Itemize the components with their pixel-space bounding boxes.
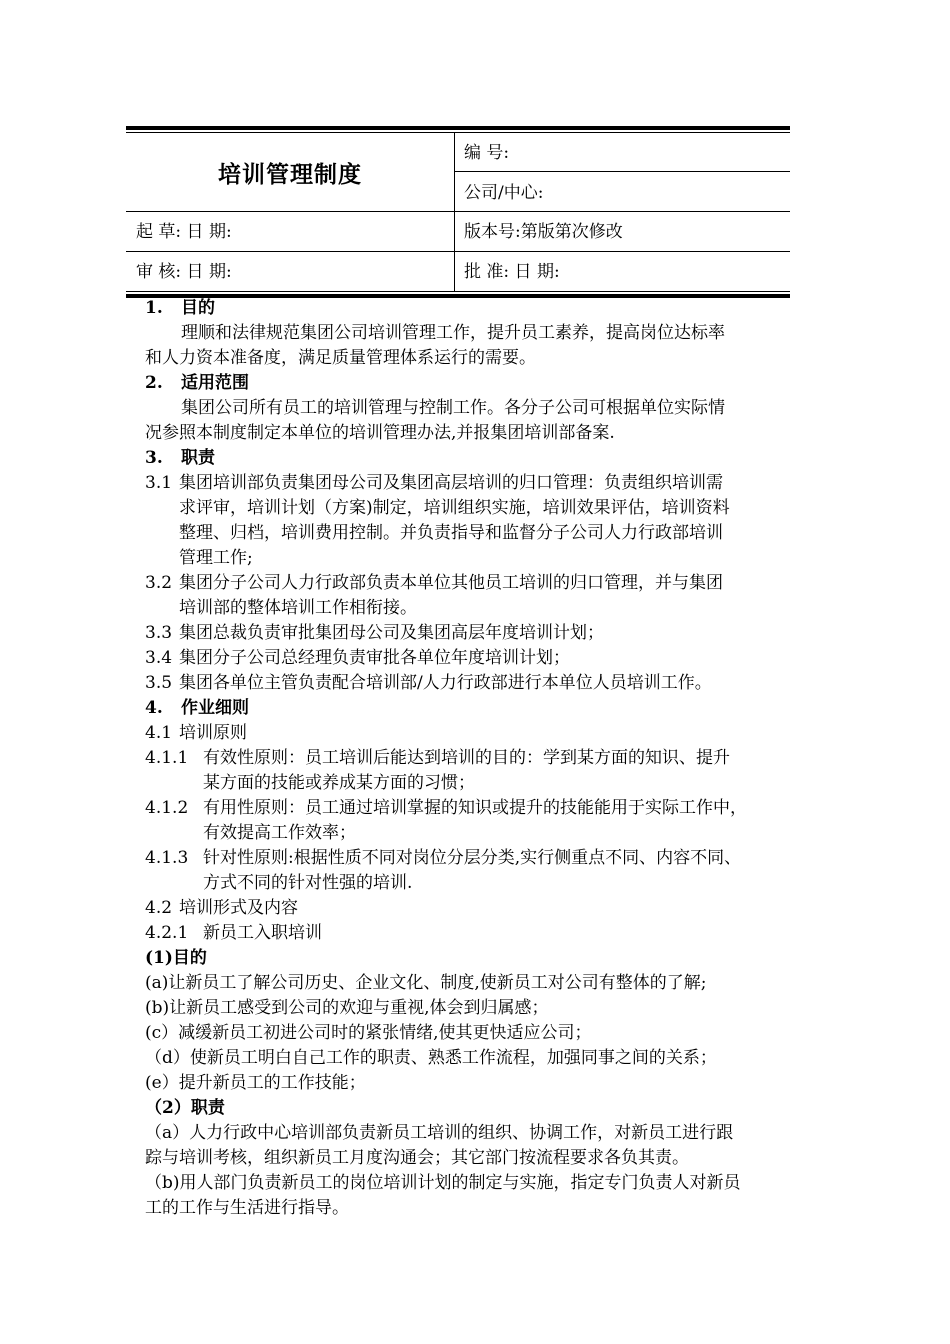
- list-item: 4.1.1 有效性原则：员工培训后能达到培训的目的：学到某方面的知识、提升: [145, 748, 730, 768]
- paragraph-line: 况参照本制度制定本单位的培训管理办法,并报集团培训部备案.: [145, 423, 615, 443]
- goal-heading: (1)目的: [145, 948, 207, 968]
- document-body: [145, 296, 825, 1221]
- list-item: 3.3 集团总裁负责审批集团母公司及集团高层年度培训计划；: [145, 623, 604, 643]
- section-heading: 3. 职责: [145, 448, 215, 468]
- goal-item: (b)让新员工感受到公司的欢迎与重视,体会到归属感；: [145, 998, 549, 1018]
- paragraph-line: 理顺和法律规范集团公司培训管理工作，提升员工素养，提高岗位达标率: [181, 323, 725, 343]
- list-item-continuation: 某方面的技能或养成某方面的习惯；: [203, 773, 475, 793]
- code-label: 编 号:: [464, 143, 510, 163]
- list-item-continuation: 整理、归档，培训费用控制。并负责指导和监督分子公司人力行政部培训: [179, 523, 723, 543]
- drafter-label: 起 草: 日 期:: [136, 222, 232, 242]
- list-item-continuation: 有效提高工作效率；: [203, 823, 356, 843]
- section-heading: 2. 适用范围: [145, 373, 249, 393]
- subsection-heading: 4.1 培训原则: [145, 723, 247, 743]
- list-item: 3.2 集团分子公司人力行政部负责本单位其他员工培训的归口管理，并与集团: [145, 573, 723, 593]
- section-heading: 4. 作业细则: [145, 698, 249, 718]
- subsection-heading: 4.2 培训形式及内容: [145, 898, 298, 918]
- header-bottom-rule-thin: [126, 291, 790, 292]
- goal-item: （d）使新员工明白自己工作的职责、熟悉工作流程，加强同事之间的关系；: [145, 1048, 717, 1068]
- section-heading: 1. 目的: [145, 298, 215, 318]
- goal-item: (a)让新员工了解公司历史、企业文化、制度,使新员工对公司有整体的了解;: [145, 973, 707, 993]
- duty-line: 工的工作与生活进行指导。: [145, 1198, 349, 1218]
- duty-line: （b)用人部门负责新员工的岗位培训计划的制定与实施，指定专门负责人对新员: [145, 1173, 741, 1193]
- list-item: 3.5 集团各单位主管负责配合培训部/人力行政部进行本单位人员培训工作。: [145, 673, 712, 693]
- duty-line: 踪与培训考核，组织新员工月度沟通会；其它部门按流程要求各负其责。: [145, 1148, 689, 1168]
- list-item-continuation: 培训部的整体培训工作相衔接。: [179, 598, 417, 618]
- header-top-rule: [126, 126, 790, 130]
- list-item-continuation: 管理工作;: [179, 548, 253, 568]
- header-grid: [126, 133, 790, 291]
- goal-item: (e）提升新员工的工作技能；: [145, 1073, 366, 1093]
- subsection-heading: 4.2.1 新员工入职培训: [145, 923, 322, 943]
- document-header-table: [126, 126, 790, 298]
- list-item: 3.4 集团分子公司总经理负责审批各单位年度培训计划；: [145, 648, 570, 668]
- list-item-continuation: 求评审，培训计划（方案)制定，培训组织实施，培训效果评估，培训资料: [179, 498, 730, 518]
- list-item: 4.1.3 针对性原则:根据性质不同对岗位分层分类,实行侧重点不同、内容不同、: [145, 848, 742, 868]
- duty-line: （a）人力行政中心培训部负责新员工培训的组织、协调工作，对新员工进行跟: [145, 1123, 734, 1143]
- header-divider: [454, 171, 790, 172]
- list-item-continuation: 方式不同的针对性强的培训.: [203, 873, 413, 893]
- list-item: 4.1.2 有用性原则：员工通过培训掌握的知识或提升的技能能用于实际工作中，: [145, 798, 747, 818]
- header-divider: [126, 211, 790, 212]
- reviewer-label: 审 核: 日 期:: [136, 262, 232, 282]
- approver-label: 批 准: 日 期:: [464, 262, 560, 282]
- paragraph-line: 集团公司所有员工的培训管理与控制工作。各分子公司可根据单位实际情: [181, 398, 725, 418]
- list-item: 3.1 集团培训部负责集团母公司及集团高层培训的归口管理：负责组织培训需: [145, 473, 723, 493]
- header-divider-vertical: [454, 133, 455, 291]
- header-divider: [126, 251, 790, 252]
- duty-heading: （2）职责: [145, 1098, 225, 1118]
- document-title: 培训管理制度: [218, 160, 362, 188]
- version-label: 版本号:第版第次修改: [464, 222, 623, 242]
- company-label: 公司/中心:: [464, 183, 544, 203]
- goal-item: (c）减缓新员工初进公司时的紧张情绪,使其更快适应公司；: [145, 1023, 592, 1043]
- paragraph-line: 和人力资本准备度，满足质量管理体系运行的需要。: [145, 348, 536, 368]
